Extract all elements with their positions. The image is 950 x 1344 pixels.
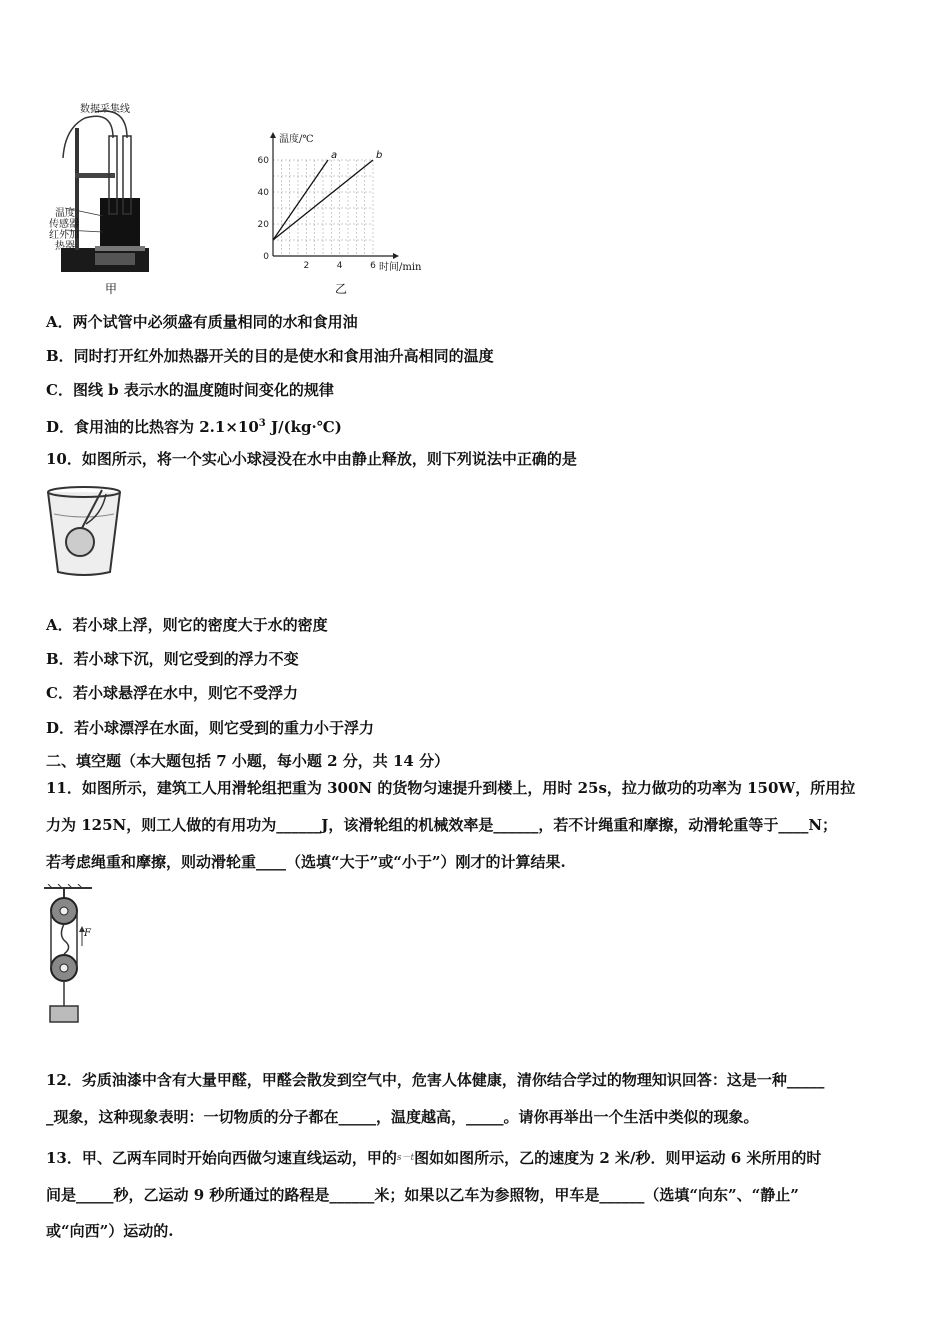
q9-option-d-suffix: J/(kg·℃) [265, 418, 342, 436]
q9-option-b: B．同时打开红外加热器开关的目的是使水和食用油升高相同的温度 [46, 347, 494, 365]
label-temp-sensor-2: 传感器 [49, 219, 79, 230]
q10-option-b: B．若小球下沉，则它受到的浮力不变 [46, 650, 299, 668]
q9-option-d-prefix: D．食用油的比热容为 2.1×10 [46, 418, 259, 436]
label-heater-1: 红外加 [49, 230, 79, 241]
apparatus-drawing [55, 98, 165, 298]
graph-ylabel: 温度/℃ [279, 134, 314, 145]
y-axis-arrow [270, 132, 276, 138]
x-tick-label: 4 [336, 261, 343, 271]
series-label-b: b [376, 150, 383, 161]
y-tick-label: 0 [263, 252, 269, 262]
q13-line-2: 间是_____秒，乙运动 9 秒所通过的路程是______米；如果以乙车为参照物，甲车是______（选填“向东”、“静止” [46, 1186, 799, 1204]
q11-line-1: 11．如图所示，建筑工人用滑轮组把重为 300N 的货物匀速提升到楼上，用时 25s，拉力做功的功率为 150W，所用拉 [46, 779, 856, 797]
series-label-a: a [331, 150, 338, 161]
q11-line-3: 若考虑绳重和摩擦，则动滑轮重____（选填“大于”或“小于”）刚才的计算结果. [46, 853, 566, 871]
q13-line-3: 或“向西”）运动的. [46, 1222, 174, 1240]
q9-option-d [46, 414, 342, 437]
x-tick-label: 6 [370, 261, 376, 271]
section-2-heading: 二、填空题（本大题包括 7 小题，每小题 2 分，共 14 分） [46, 752, 450, 770]
temperature-graph [255, 130, 455, 300]
q13-line-1 [46, 1148, 821, 1168]
caption-jia: 甲 [105, 282, 118, 296]
q9-option-c: C．图线 b 表示水的温度随时间变化的规律 [46, 381, 334, 399]
beaker-drawing [44, 484, 124, 579]
q12-line-2: _现象，这种现象表明：一切物质的分子都在_____，温度越高，_____。请你再举出一个生活中类似的现象。 [46, 1108, 759, 1126]
y-tick-label: 40 [257, 188, 269, 198]
beaker-figure [44, 484, 124, 579]
q12-line-1: 12．劣质油漆中含有大量甲醛，甲醛会散发到空气中，危害人体健康，清你结合学过的物理知识回答：这是一种_____ [46, 1071, 825, 1089]
q10-stem: 10．如图所示，将一个实心小球浸没在水中由静止释放，则下列说法中正确的是 [46, 450, 577, 468]
chart-svg [255, 130, 455, 300]
q9-option-d-sup: 3 [258, 418, 266, 429]
q10-option-d: D．若小球漂浮在水面，则它受到的重力小于浮力 [46, 719, 375, 737]
label-heater-2: 热器 [55, 241, 75, 252]
x-tick-label: 2 [303, 261, 310, 271]
caption-yi: 乙 [335, 282, 348, 296]
q10-option-c: C．若小球悬浮在水中，则它不受浮力 [46, 684, 298, 702]
apparatus-figure [49, 98, 165, 298]
q9-option-a: A．两个试管中必须盛有质量相同的水和食用油 [46, 313, 358, 331]
pulley-force-label: F [84, 928, 91, 939]
label-temp-sensor-1: 温度 [55, 208, 75, 219]
y-tick-label: 20 [257, 220, 269, 230]
y-tick-label: 60 [257, 156, 269, 166]
pulley-figure [44, 884, 104, 1029]
graph-xlabel: 时间/min [379, 262, 422, 273]
q13-st-symbol: s－t [396, 1153, 415, 1163]
label-data-cable: 数据采集线 [80, 104, 130, 115]
pulley-drawing [44, 884, 104, 1029]
q11-line-2: 力为 125N，则工人做的有用功为______J，该滑轮组的机械效率是______，若不计绳重和摩擦，动滑轮重等于____N； [46, 816, 838, 834]
q10-option-a: A．若小球上浮，则它的密度大于水的密度 [46, 616, 328, 634]
q13-line-1-b: 图如如图所示，乙的速度为 2 米/秒．则甲运动 6 米所用的时 [414, 1149, 822, 1167]
q13-line-1-a: 13．甲、乙两车同时开始向西做匀速直线运动，甲的 [46, 1149, 397, 1167]
